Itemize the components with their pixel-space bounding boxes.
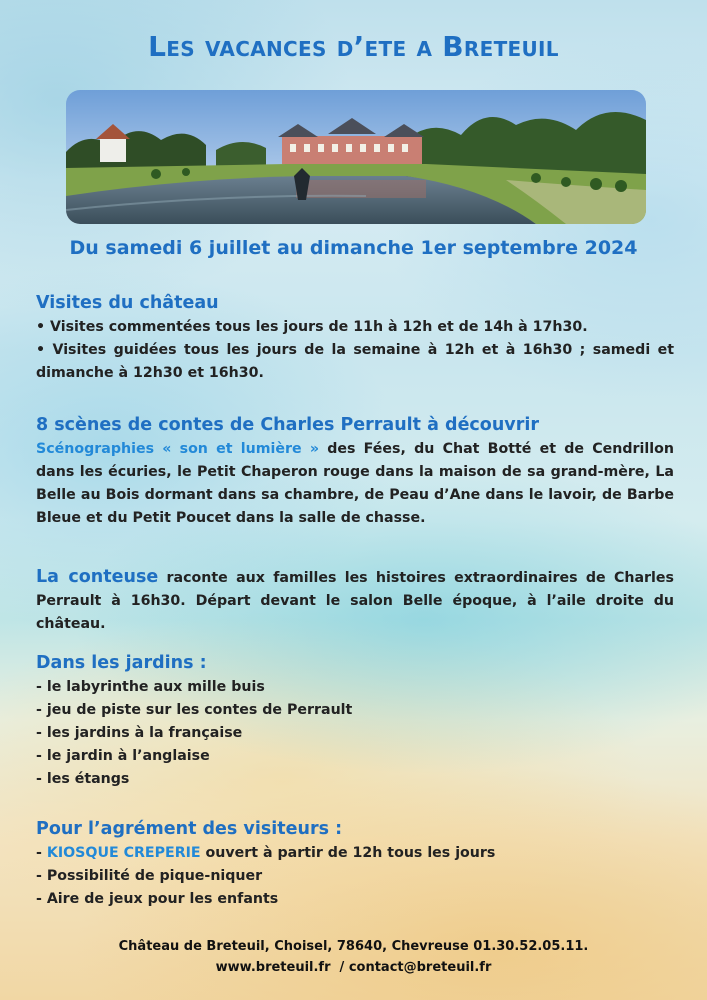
scenes-text: des Fées, du Chat Botté et de Cendrillon dans les écuries, le Petit Chaperon rouge dans la maison de sa grand-mère, La Belle au Bois dormant dans sa chambre, de Peau d’Ane dans le lavoir, de Barbe Bleue et du Petit Poucet dans la salle de chasse. — [36, 441, 674, 526]
visits-item: • Visites commentées tous les jours de 11h à 12h et de 14h à 17h30. — [36, 319, 588, 335]
footer-address: Château de Breteuil, Choisel, 78640, Chevreuse 01.30.52.05.11. — [118, 939, 589, 954]
section-agrement — [36, 816, 674, 911]
list-item: - le labyrinthe aux mille buis — [36, 679, 265, 695]
kiosk-item — [36, 842, 674, 865]
kiosk-prefix: - — [36, 845, 47, 861]
chateau-photo — [66, 90, 646, 224]
agrement-heading: Pour l’agrément des visiteurs : — [36, 819, 343, 839]
visits-item: • Visites guidées tous les jours de la semaine à 12h et à 16h30 ; samedi et dimanche à 12h30 et 16h30. — [36, 342, 674, 381]
kiosk-highlight: KIOSQUE CREPERIE — [46, 845, 201, 861]
section-scenes — [36, 412, 674, 530]
scenes-paragraph — [36, 438, 674, 530]
event-dates: Du samedi 6 juillet au dimanche 1er septembre 2024 — [69, 237, 638, 259]
scenes-highlight: Scénographies « son et lumière » — [36, 441, 320, 457]
conteuse-paragraph — [36, 566, 674, 636]
page-title: Les vacances d’ete a Breteuil — [148, 30, 559, 63]
conteuse-highlight: La conteuse — [36, 567, 159, 587]
scenes-heading: 8 scènes de contes de Charles Perrault à découvrir — [36, 415, 539, 435]
visits-heading: Visites du château — [36, 293, 219, 313]
conteuse-text: raconte aux familles les histoires extraordinaires de Charles Perrault à 16h30. Départ devant le salon Belle époque, à l’aile droite du château. — [36, 570, 674, 632]
list-item: - Possibilité de pique-niquer — [36, 868, 263, 884]
section-visits — [36, 290, 674, 385]
footer-contact[interactable]: www.breteuil.fr / contact@breteuil.fr — [215, 960, 492, 975]
list-item: - Aire de jeux pour les enfants — [36, 891, 279, 907]
list-item: - les étangs — [36, 771, 130, 787]
list-item: - les jardins à la française — [36, 725, 243, 741]
kiosk-text: ouvert à partir de 12h tous les jours — [200, 845, 496, 861]
list-item: - le jardin à l’anglaise — [36, 748, 210, 764]
list-item: - jeu de piste sur les contes de Perrault — [36, 702, 353, 718]
section-jardins — [36, 650, 674, 791]
jardins-heading: Dans les jardins : — [36, 653, 207, 673]
section-conteuse — [36, 566, 674, 636]
footer — [0, 936, 707, 978]
